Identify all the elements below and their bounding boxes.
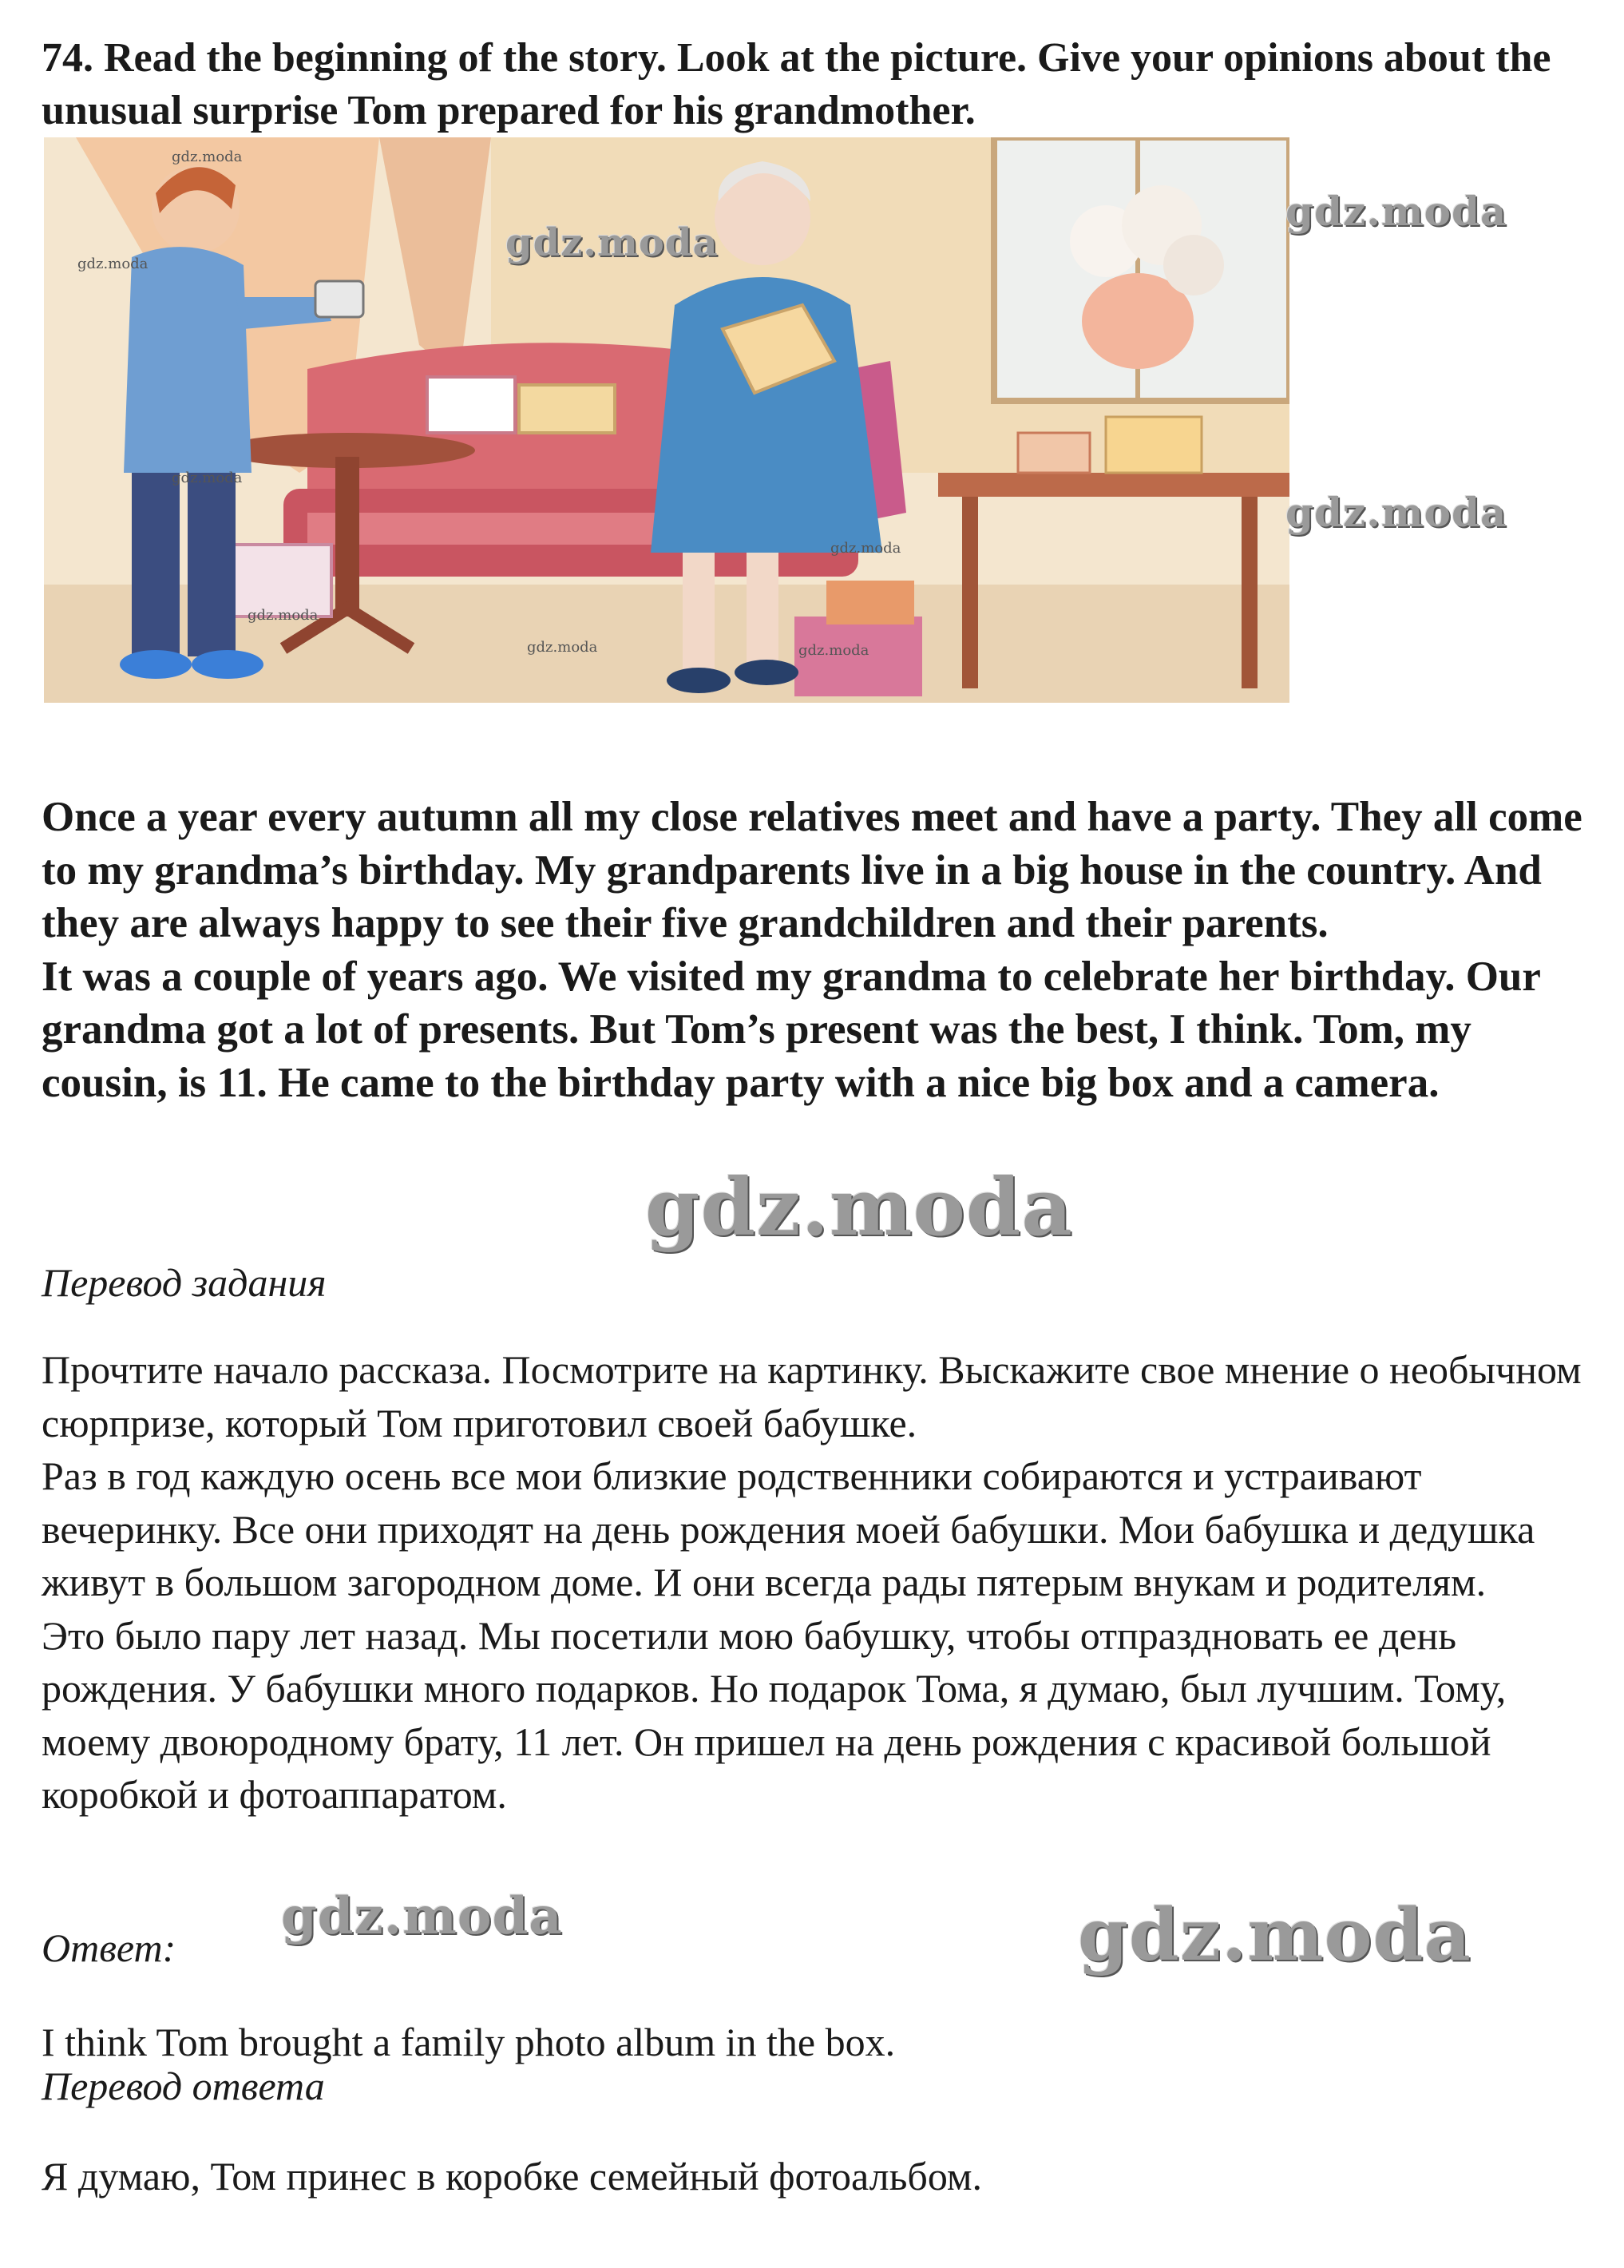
watermark: gdz.moda: [527, 639, 598, 656]
watermark: gdz.moda: [505, 220, 719, 265]
watermark: gdz.moda: [172, 470, 243, 486]
watermark: gdz.moda: [281, 1886, 563, 1946]
answer-translation-heading: Перевод ответа: [42, 2064, 325, 2108]
story-paragraph: It was a couple of years ago. We visited my grandma to celebrate her birthday. Our grandma got a lot of presents. But Tom’s present was the best, I think. Tom, my cousin, is 11. He came to the birthday party with a nice big box and a camera.: [42, 953, 1540, 1106]
watermark: gdz.moda: [830, 540, 901, 557]
watermark: gdz.moda: [645, 1162, 1073, 1254]
answer-heading: Ответ:: [42, 1925, 176, 1970]
translation-text: [42, 1343, 1598, 1822]
story-illustration: [44, 137, 1289, 703]
story-paragraph: Once a year every autumn all my close relatives meet and have a party. They all come to my grandma’s birthday. My grandparents live in a big house in the country. And they are always happy to see their five grandchildren and their parents.: [42, 794, 1582, 946]
translation-heading: Перевод задания: [42, 1260, 327, 1305]
translation-paragraph: Это было пару лет назад. Мы посетили мою бабушку, чтобы отпраздновать ее день рождения. У бабушки много подарков. Но подарок Тома, я думаю, был лучшим. Тому, моему двоюродному брату, 11 лет. Он пришел на день рождения с красивой большой коробкой и фотоаппаратом.: [42, 1612, 1507, 1817]
task-title: 74. Read the beginning of the story. Look at the picture. Give your opinions about the unusual surprise Tom prepared for his grandmother.: [42, 35, 1551, 133]
translation-paragraph: Раз в год каждую осень все мои близкие родственники собираются и устраивают вечеринку. Все они приходят на день рождения моей бабушки. Мои бабушка и дедушка живут в большом загородном доме. И они всегда рады пятерым внукам и родителям.: [42, 1453, 1535, 1604]
answer-text: I think Tom brought a family photo album in the box.: [42, 2020, 896, 2064]
watermark: gdz.moda: [1078, 1893, 1472, 1977]
watermark: gdz.moda: [248, 607, 319, 624]
watermark: gdz.moda: [1285, 489, 1507, 536]
answer-translation-text: Я думаю, Том принес в коробке семейный фотоальбом.: [42, 2154, 983, 2199]
translation-paragraph: Прочтите начало рассказа. Посмотрите на картинку. Выскажите свое мнение о необычном сюрпризе, который Том приготовил своей бабушке.: [42, 1347, 1582, 1445]
watermark: gdz.moda: [798, 642, 869, 659]
watermark: gdz.moda: [77, 256, 149, 272]
watermark: gdz.moda: [172, 149, 243, 165]
watermark: gdz.moda: [1285, 188, 1507, 235]
story-text: [42, 791, 1598, 1109]
